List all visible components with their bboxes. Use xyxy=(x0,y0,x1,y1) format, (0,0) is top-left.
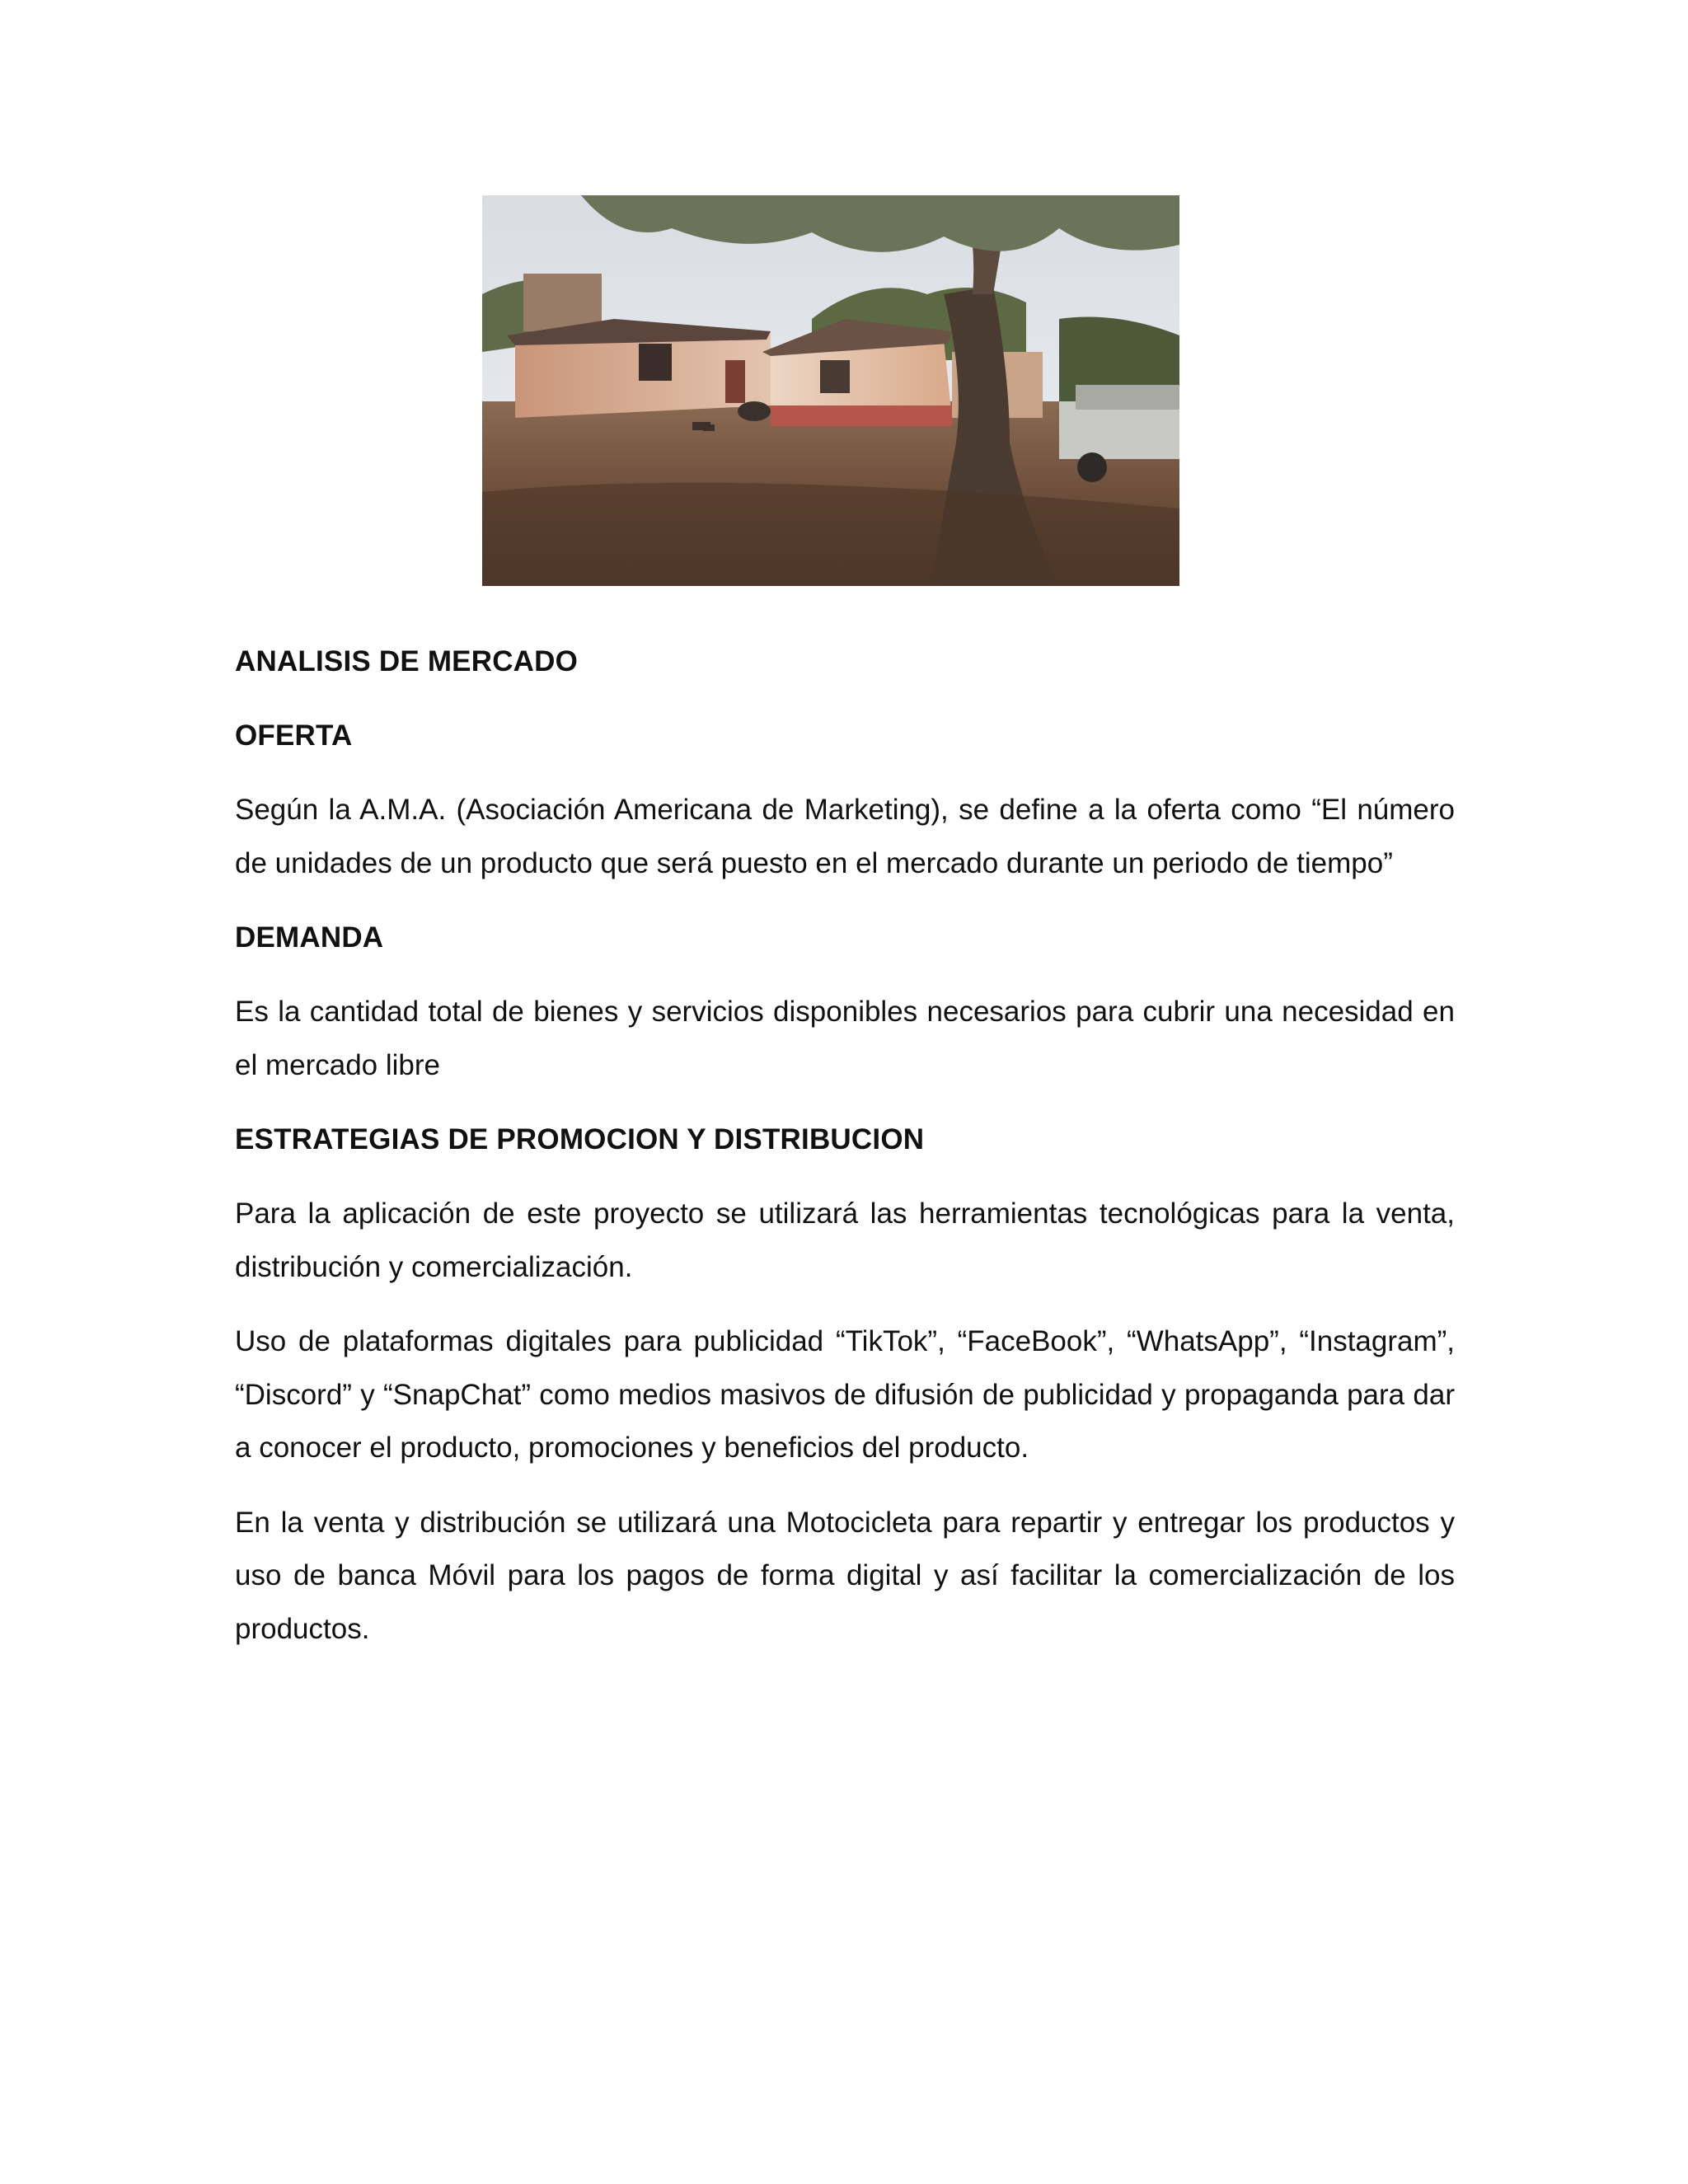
demand-paragraph: Es la cantidad total de bienes y servicios disponibles necesarios para cubrir una necesidad en el mercado libre xyxy=(235,996,1455,1081)
strategies-paragraph-platforms: Uso de plataformas digitales para publicidad “TikTok”, “FaceBook”, “WhatsApp”, “Instagram”, “Discord” y “SnapChat” como medios masivos de difusión de publicidad y propaganda para dar a conocer el producto, promociones y beneficios del producto. xyxy=(235,1325,1455,1464)
offer-paragraph: Según la A.M.A. (Asociación Americana de Marketing), se define a la oferta como “El número de unidades de un producto que será puesto en el mercado durante un periodo de tiempo” xyxy=(235,794,1455,879)
strategies-heading: ESTRATEGIAS DE PROMOCION Y DISTRIBUCION xyxy=(235,1123,925,1155)
document-body xyxy=(235,635,1455,1656)
market-analysis-title: ANALISIS DE MERCADO xyxy=(235,645,579,677)
strategies-paragraph-distribution: En la venta y distribución se utilizará una Motocicleta para repartir y entregar los productos y uso de banca Móvil para los pagos de forma digital y así facilitar la comercialización de los productos. xyxy=(235,1506,1455,1645)
strategies-paragraph-technology: Para la aplicación de este proyecto se utilizará las herramientas tecnológicas para la venta, distribución y comercialización. xyxy=(235,1197,1455,1283)
building-photo-illustration xyxy=(482,195,1179,586)
building-photo xyxy=(482,195,1179,586)
offer-heading: OFERTA xyxy=(235,719,353,752)
demand-heading: DEMANDA xyxy=(235,921,384,954)
